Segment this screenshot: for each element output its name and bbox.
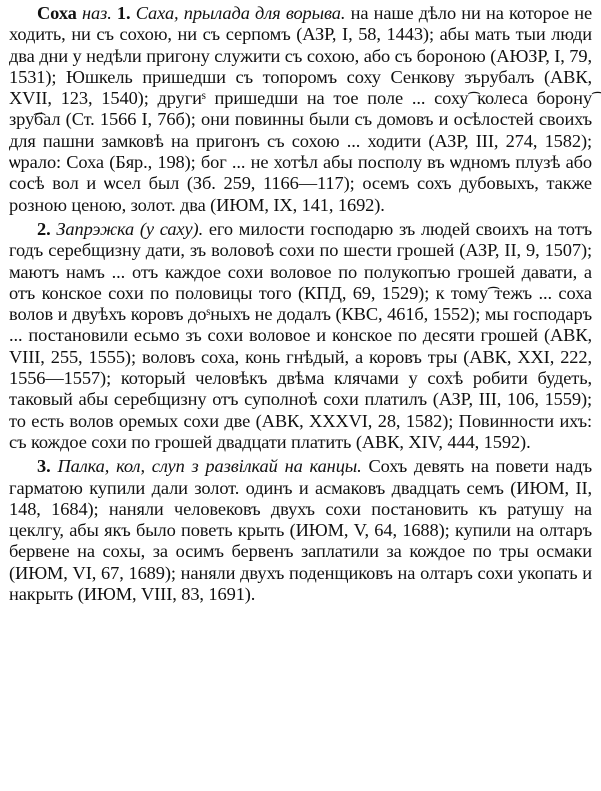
sense-2-number: 2. xyxy=(37,218,51,239)
sense-1-paragraph xyxy=(9,3,592,216)
sense-1-gloss: Саха, прылада для ворыва. xyxy=(135,3,346,23)
sense-2-paragraph xyxy=(9,219,592,453)
sense-3-paragraph xyxy=(9,456,592,605)
sense-1-citations: на наше дѣло ни на которое не ходить, ни съ сохою, ни съ серпомъ (АЗР, I, 58, 1443); абы мать тыи люди два дни у недѣли пригону служити съ сохою, або съ бороною (АЮЗР, I, 79, 1531); Юшкель пришедши съ топоромъ соху Сенкову зърубалъ (АВК, XVII, 123, 1540); другиˢ пришедши на тое поле ... соху͡ колеса борону͡ зру͡бал (Ст. 1566 I, 76б); они повинны были съ домовъ и осѣлостей своихъ для пашни замковѣ на пригонъ съ сохою ... ходити (АЗР, III, 274, 1582); ѡрало: Соха (Бяр., 198); бог ... не хотѣл абы посполу въ ѡдномъ плузѣ або сосѣ вол и ѡсел был (Зб. 259, 1166—117); осемъ сохъ дубовыхъ, также розною ценою, золот. два (ИЮМ, IX, 141, 1692). xyxy=(9,3,593,215)
sense-2-gloss: Запрэжка (у саху). xyxy=(56,218,204,239)
part-of-speech: наз. xyxy=(82,3,112,23)
sense-3-number: 3. xyxy=(37,456,51,477)
sense-1-number: 1. xyxy=(116,3,131,23)
sense-2-citations: его милости господарю зъ людей своихъ на тотъ годъ серебщизну дати, зъ воловоѣ сохи по шести грошей (АЗР, II, 9, 1507); маютъ намъ ... отъ каждое сохи воловое по полукопъю грошей давати, а отъ конское сохи по половицы того (КПД, 69, 1529); к тому͡ тежъ ... соха волов и двуѣхъ коровъ доˢныхъ не додалъ (КВС, 461б, 1552); мы господаръ ... постановили есьмо зъ сохи воловое и конское по десяти грошей (АВК, VIII, 255, 1555); воловъ соха, конь гнѣдый, а коровъ тры (АВК, XXI, 222, 1556—1557); который человѣкъ двѣма клячами у сохѣ робити будеть, таковый абы серебщизну отъ суполноѣ сохи платилъ (АЗР, III, 106, 1559); то есть волов оремых сохи две (АВК, XXXVI, 28, 1582); Повинности ихъ: съ кождое сохи по грошей двадцати платить (АВК, XIV, 444, 1592). xyxy=(9,218,592,452)
headword: Соха xyxy=(37,3,77,23)
sense-3-gloss: Палка, кол, слуп з развілкай на канцы. xyxy=(57,456,362,477)
sense-3-citations: Сохъ девять на повети надъ гарматою купили дали золот. одинъ и асмаковъ двадцать семъ (ИЮМ, II, 148, 1684); наняли человековъ двухъ сохи постановить къ ратушу на цеклгу, абы якъ было поветь крыть (ИЮМ, V, 64, 1688); купили на олтаръ бервене на сохы, за осимъ бервенъ заплатили за кождое по тры осмаки (ИЮМ, VI, 67, 1689); наняли двухъ поденщиковъ на олтаръ сохи укопать и накрыть (ИЮМ, VIII, 83, 1691). xyxy=(9,456,593,605)
